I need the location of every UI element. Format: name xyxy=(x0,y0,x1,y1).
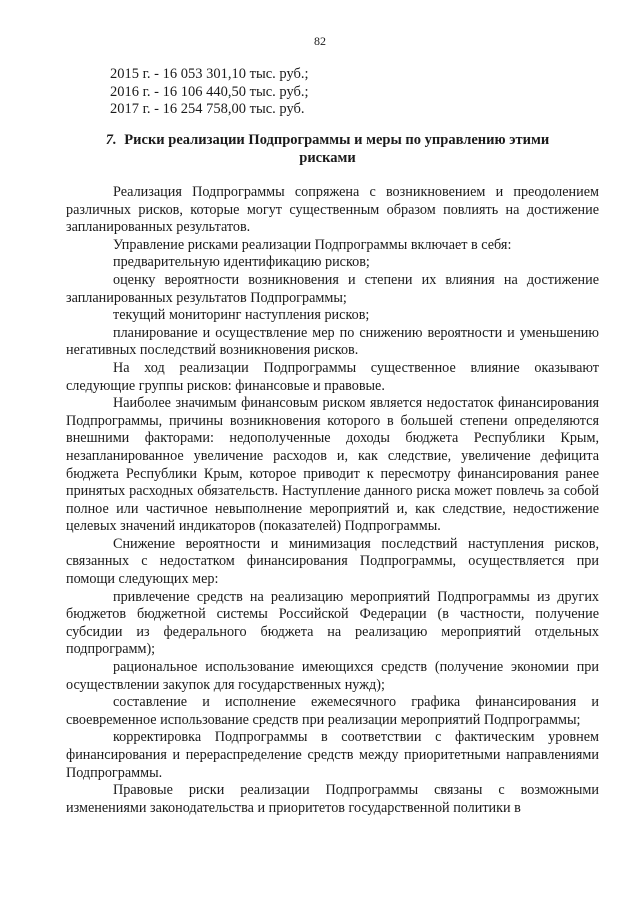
list-item: текущий мониторинг наступления рисков; xyxy=(113,307,370,324)
paragraph: Реализация Подпрограммы сопряжена с возникновением и преодолением различных рисков, которые могут существенным образом повлиять на достижение запланированных результатов. xyxy=(66,184,599,236)
section-number: 7. xyxy=(105,132,117,148)
paragraph: Управление рисками реализации Подпрограммы включает в себя: xyxy=(113,236,512,253)
list-item: привлечение средств на реализацию мероприятий Подпрограммы из других бюджетов бюджетной системы Российской Федерации (в частности, получение субсидии из федерального бюджета на реализацию мероприятий отдельных подпрограмм); xyxy=(66,588,599,658)
list-item: планирование и осуществление мер по снижению вероятности и уменьшению негативных последствий возникновения рисков. xyxy=(66,324,599,359)
list-item: оценку вероятности возникновения и степени их влияния на достижение запланированных результатов Подпрограммы; xyxy=(66,271,599,306)
list-item: корректировка Подпрограммы в соответствии с фактическим уровнем финансирования и перераспределение средств между приоритетными направлениями Подпрограммы. xyxy=(66,729,599,781)
page-number: 82 xyxy=(314,34,326,48)
list-item: рациональное использование имеющихся средств (получение экономии при осуществлении закупок для государственных нужд); xyxy=(66,659,599,693)
paragraph: На ход реализации Подпрограммы существенное влияние оказывают следующие группы рисков: финансовые и правовые. xyxy=(66,359,599,394)
section-body xyxy=(66,184,599,817)
funding-amount-2017: 2017 г. - 16 254 758,00 тыс. руб. xyxy=(110,101,305,117)
funding-amounts-list xyxy=(110,66,309,119)
list-item: составление и исполнение ежемесячного графика финансирования и своевременное использование средств при реализации мероприятий Подпрограммы; xyxy=(66,694,599,728)
section-title: Риски реализации Подпрограммы и меры по управлению этими рисками xyxy=(124,132,550,166)
paragraph: Наиболее значимым финансовым риском является недостаток финансирования Подпрограммы, причины возникновения которого в большей степени определяются внешними факторами: недополученные доходы бюджета Республики Крым, незапланированное увеличение расходов и, как следствие, увеличение дефицита бюджета Республики Крым, которое приводит к пересмотру финансирования ранее принятых расходных обязательств. Наступление данного риска может повлечь за собой полное или частичное невыполнение мероприятий и, как следствие, недостижение целевых значений индикаторов (показателей) Подпрограммы. xyxy=(66,395,599,535)
list-item: предварительную идентификацию рисков; xyxy=(113,254,370,271)
funding-amount-2016: 2016 г. - 16 106 440,50 тыс. руб.; xyxy=(110,83,309,100)
section-heading xyxy=(95,132,560,167)
funding-amount-2015: 2015 г. - 16 053 301,10 тыс. руб.; xyxy=(110,66,309,82)
paragraph: Снижение вероятности и минимизация последствий наступления рисков, связанных с недостатком финансирования Подпрограммы, осуществляется при помощи следующих мер: xyxy=(66,535,599,588)
paragraph: Правовые риски реализации Подпрограммы связаны с возможными изменениями законодательства и приоритетов государственной политики в xyxy=(66,782,599,816)
